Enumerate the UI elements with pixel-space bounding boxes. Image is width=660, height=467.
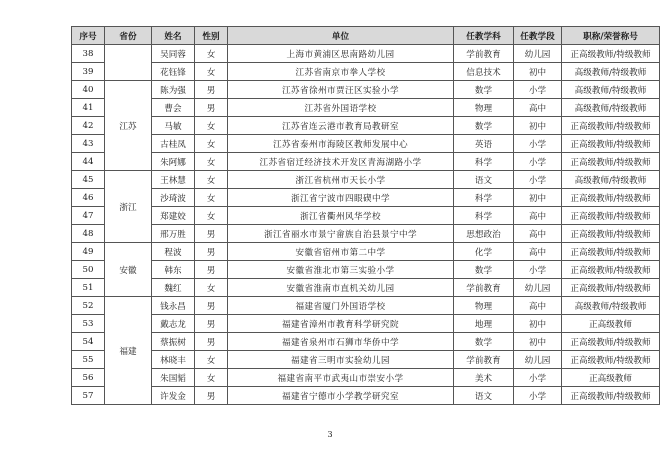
cell-gender: 女 [195, 135, 228, 153]
table-row [72, 189, 660, 207]
cell-unit: 福建省厦门外国语学校 [228, 297, 454, 315]
cell-name: 沙琦波 [152, 189, 195, 207]
cell-stage: 高中 [514, 225, 562, 243]
cell-subject: 科学 [454, 153, 514, 171]
cell-subject: 语文 [454, 171, 514, 189]
cell-no: 44 [72, 153, 105, 171]
cell-stage: 高中 [514, 207, 562, 225]
table-row [72, 207, 660, 225]
cell-subject: 语文 [454, 387, 514, 405]
table-row [72, 45, 660, 63]
cell-title: 高级教师/特级教师 [562, 297, 660, 315]
cell-subject: 科学 [454, 189, 514, 207]
cell-no: 53 [72, 315, 105, 333]
cell-no: 49 [72, 243, 105, 261]
cell-gender: 女 [195, 207, 228, 225]
cell-subject: 物理 [454, 99, 514, 117]
header-subject: 任教学科 [454, 27, 514, 45]
cell-stage: 小学 [514, 81, 562, 99]
cell-gender: 男 [195, 387, 228, 405]
table-row [72, 99, 660, 117]
cell-unit: 福建省三明市实验幼儿园 [228, 351, 454, 369]
table-row [72, 387, 660, 405]
cell-stage: 初中 [514, 315, 562, 333]
cell-stage: 初中 [514, 63, 562, 81]
cell-subject: 地理 [454, 315, 514, 333]
cell-gender: 女 [195, 171, 228, 189]
cell-title: 正高级教师/特级教师 [562, 189, 660, 207]
cell-gender: 女 [195, 117, 228, 135]
cell-stage: 小学 [514, 261, 562, 279]
cell-title: 高级教师/特级教师 [562, 99, 660, 117]
cell-title: 正高级教师/特级教师 [562, 45, 660, 63]
cell-subject: 学前教育 [454, 351, 514, 369]
cell-subject: 数学 [454, 261, 514, 279]
cell-unit: 江苏省宿迁经济技术开发区青海湖路小学 [228, 153, 454, 171]
table-row [72, 261, 660, 279]
teacher-list-table [71, 26, 660, 405]
cell-stage: 高中 [514, 243, 562, 261]
cell-title: 高级教师/特级教师 [562, 63, 660, 81]
cell-no: 43 [72, 135, 105, 153]
cell-title: 正高级教师/特级教师 [562, 225, 660, 243]
cell-unit: 福建省宁德市小学教学研究室 [228, 387, 454, 405]
cell-title: 高级教师/特级教师 [562, 171, 660, 189]
cell-subject: 英语 [454, 135, 514, 153]
cell-stage: 小学 [514, 387, 562, 405]
table-row [72, 351, 660, 369]
cell-unit: 福建省南平市武夷山市崇安小学 [228, 369, 454, 387]
cell-title: 正高级教师/特级教师 [562, 279, 660, 297]
cell-name: 古桂凤 [152, 135, 195, 153]
cell-no: 51 [72, 279, 105, 297]
cell-stage: 小学 [514, 153, 562, 171]
cell-name: 许发金 [152, 387, 195, 405]
cell-province: 江苏 [105, 81, 152, 171]
cell-unit: 江苏省连云港市教育局教研室 [228, 117, 454, 135]
cell-gender: 女 [195, 279, 228, 297]
cell-gender: 男 [195, 225, 228, 243]
cell-title: 正高级教师 [562, 369, 660, 387]
table-row [72, 369, 660, 387]
cell-stage: 小学 [514, 369, 562, 387]
cell-stage: 初中 [514, 117, 562, 135]
cell-stage: 幼儿园 [514, 45, 562, 63]
cell-no: 45 [72, 171, 105, 189]
cell-unit: 浙江省杭州市天长小学 [228, 171, 454, 189]
table-row [72, 171, 660, 189]
table-row [72, 279, 660, 297]
header-name: 姓名 [152, 27, 195, 45]
cell-subject: 化学 [454, 243, 514, 261]
cell-title: 正高级教师 [562, 315, 660, 333]
cell-gender: 男 [195, 261, 228, 279]
cell-subject: 物理 [454, 297, 514, 315]
header-stage: 任教学段 [514, 27, 562, 45]
cell-subject: 学前教育 [454, 279, 514, 297]
table-body [72, 45, 660, 405]
cell-province: 浙江 [105, 171, 152, 243]
cell-title: 正高级教师/特级教师 [562, 153, 660, 171]
table-row [72, 117, 660, 135]
cell-gender: 女 [195, 153, 228, 171]
cell-unit: 安徽省宿州市第二中学 [228, 243, 454, 261]
cell-gender: 男 [195, 297, 228, 315]
cell-title: 正高级教师/特级教师 [562, 387, 660, 405]
cell-no: 50 [72, 261, 105, 279]
cell-gender: 男 [195, 315, 228, 333]
cell-name: 郑建姣 [152, 207, 195, 225]
cell-name: 王林慧 [152, 171, 195, 189]
cell-gender: 女 [195, 189, 228, 207]
cell-stage: 小学 [514, 171, 562, 189]
cell-subject: 学前教育 [454, 45, 514, 63]
page-number: 3 [327, 430, 333, 439]
cell-name: 朱阿娜 [152, 153, 195, 171]
cell-no: 54 [72, 333, 105, 351]
header-province: 省份 [105, 27, 152, 45]
cell-title: 正高级教师/特级教师 [562, 351, 660, 369]
cell-stage: 高中 [514, 99, 562, 117]
cell-name: 魏红 [152, 279, 195, 297]
cell-name: 朱国韬 [152, 369, 195, 387]
cell-subject: 信息技术 [454, 63, 514, 81]
cell-no: 41 [72, 99, 105, 117]
cell-unit: 江苏省南京市拳人学校 [228, 63, 454, 81]
header-title: 职称/荣誉称号 [562, 27, 660, 45]
cell-province [105, 45, 152, 81]
cell-no: 46 [72, 189, 105, 207]
cell-no: 47 [72, 207, 105, 225]
cell-stage: 高中 [514, 297, 562, 315]
cell-unit: 江苏省徐州市贾汪区实验小学 [228, 81, 454, 99]
header-gender: 性别 [195, 27, 228, 45]
table-row [72, 135, 660, 153]
cell-title: 正高级教师/特级教师 [562, 117, 660, 135]
cell-stage: 幼儿园 [514, 279, 562, 297]
cell-no: 38 [72, 45, 105, 63]
cell-subject: 思想政治 [454, 225, 514, 243]
cell-name: 陈为强 [152, 81, 195, 99]
cell-province: 福建 [105, 297, 152, 405]
cell-subject: 数学 [454, 81, 514, 99]
table-row [72, 81, 660, 99]
cell-name: 马敏 [152, 117, 195, 135]
cell-title: 正高级教师/特级教师 [562, 261, 660, 279]
cell-stage: 幼儿园 [514, 351, 562, 369]
cell-gender: 女 [195, 351, 228, 369]
cell-no: 56 [72, 369, 105, 387]
cell-no: 42 [72, 117, 105, 135]
header-no: 序号 [72, 27, 105, 45]
cell-subject: 数学 [454, 117, 514, 135]
cell-name: 吴同蓉 [152, 45, 195, 63]
cell-unit: 安徽省淮北市第三实验小学 [228, 261, 454, 279]
cell-gender: 女 [195, 63, 228, 81]
cell-name: 林晓丰 [152, 351, 195, 369]
cell-gender: 男 [195, 81, 228, 99]
cell-title: 正高级教师/特级教师 [562, 135, 660, 153]
cell-no: 57 [72, 387, 105, 405]
cell-unit: 江苏省外国语学校 [228, 99, 454, 117]
cell-no: 55 [72, 351, 105, 369]
cell-name: 曹会 [152, 99, 195, 117]
cell-stage: 小学 [514, 135, 562, 153]
cell-no: 39 [72, 63, 105, 81]
table-row [72, 225, 660, 243]
cell-title: 正高级教师/特级教师 [562, 243, 660, 261]
cell-title: 正高级教师/特级教师 [562, 333, 660, 351]
cell-subject: 美术 [454, 369, 514, 387]
table-row [72, 315, 660, 333]
cell-no: 48 [72, 225, 105, 243]
table-row [72, 333, 660, 351]
cell-unit: 安徽省淮南市直机关幼儿园 [228, 279, 454, 297]
header-row [72, 27, 660, 45]
cell-no: 52 [72, 297, 105, 315]
cell-title: 正高级教师/特级教师 [562, 207, 660, 225]
cell-unit: 浙江省宁波市四眼碶中学 [228, 189, 454, 207]
cell-unit: 福建省泉州市石狮市华侨中学 [228, 333, 454, 351]
table-row [72, 153, 660, 171]
cell-stage: 初中 [514, 333, 562, 351]
cell-unit: 福建省漳州市教育科学研究院 [228, 315, 454, 333]
cell-name: 邢万胜 [152, 225, 195, 243]
header-unit: 单位 [228, 27, 454, 45]
cell-subject: 数学 [454, 333, 514, 351]
cell-gender: 男 [195, 99, 228, 117]
cell-gender: 男 [195, 333, 228, 351]
cell-no: 40 [72, 81, 105, 99]
table-row [72, 243, 660, 261]
cell-gender: 女 [195, 369, 228, 387]
cell-name: 戴志龙 [152, 315, 195, 333]
cell-stage: 初中 [514, 189, 562, 207]
cell-gender: 女 [195, 45, 228, 63]
cell-unit: 浙江省衢州风华学校 [228, 207, 454, 225]
cell-name: 钱永昌 [152, 297, 195, 315]
cell-unit: 浙江省丽水市景宁畲族自治县景宁中学 [228, 225, 454, 243]
cell-unit: 江苏省泰州市海陵区教师发展中心 [228, 135, 454, 153]
cell-name: 韩东 [152, 261, 195, 279]
cell-name: 花钰锋 [152, 63, 195, 81]
cell-gender: 男 [195, 243, 228, 261]
cell-name: 程波 [152, 243, 195, 261]
cell-name: 蔡振树 [152, 333, 195, 351]
cell-subject: 科学 [454, 207, 514, 225]
cell-province: 安徽 [105, 243, 152, 297]
cell-unit: 上海市黄浦区思南路幼儿园 [228, 45, 454, 63]
table-row [72, 63, 660, 81]
table-row [72, 297, 660, 315]
cell-title: 高级教师/特级教师 [562, 81, 660, 99]
